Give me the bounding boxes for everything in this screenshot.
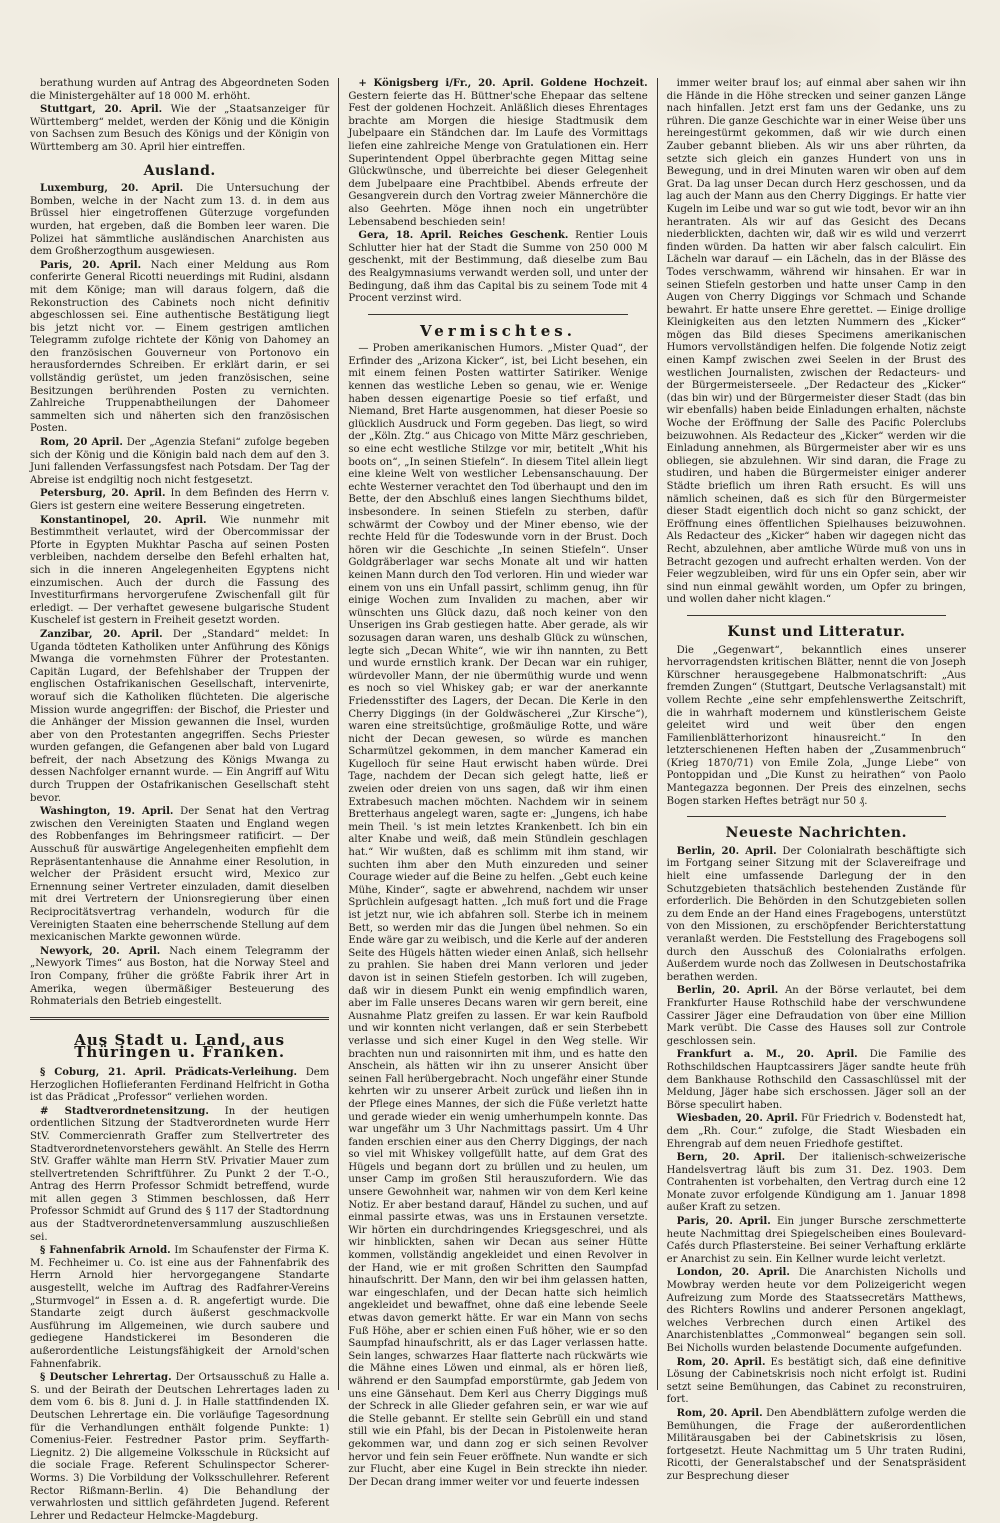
paragraph: Paris, 20. April. Nach einer Meldung aus Rom conferirte General Ricotti neuerdings mit Rudini, alsdann mit dem Könige; man will daraus folgern, daß die Rekonstruction des Cabinets noch nicht definitiv abgeschlossen sei. Eine authentische Bestätigung liegt bis jetzt nicht vor. — Einem gestrigen amtlichen Telegramm zufolge richtete der König von Dahomey an den französischen Gouverneur von Portonovo ein herausforderndes Schreiben. Er erklärt darin, er sei vollständig gerüstet, um jeden französischen, seine Besitzungen berührenden Posten zu vernichten. Zahlreiche Truppenabtheilungen der Dahomeer sammelten sich und näherten sich den französischen Posten. — [30, 259, 330, 435]
section-title-vermischtes: Vermischtes. — [420, 321, 576, 340]
section-title-neueste: Neueste Nachrichten. — [725, 825, 907, 842]
dateline: Newyork, 20. April. — [40, 945, 161, 957]
paragraph: Paris, 20. April. Ein junger Bursche zerschmetterte heute Nachmittag drei Spiegelscheiben eines Boulevard-Cafés durch Pflastersteine. Bei seiner Verhaftung erklärte er Anarchist zu sein. Ein Kellner wurde leicht verletzt. — [666, 1216, 966, 1265]
paragraph: Frankfurt a. M., 20. April. Die Familie des Rothschildschen Hauptcassirers Jäger sandte heute früh dem Bankhause Rothschild den Cassaschlüssel mit der Meldung, Jäger habe sich erschossen. Jäger soll an der Börse speculirt haben. — [666, 1049, 966, 1111]
dateline: Berlin, 20. April. — [676, 845, 777, 857]
dateline: London, 20. April. — [676, 1267, 790, 1279]
dateline: Rom, 20. April. — [676, 1407, 763, 1419]
paragraph: Zanzibar, 20. April. Der „Standard“ meldet: In Uganda tödteten Katholiken unter Anführung des Königs Mwanga die vornehmsten Führer der Protestanten. Capitän Lugard, der Befehlshaber der Truppen der englischen Ostafrikanischen Gesellschaft, intervenirte, worauf sich die Katholiken flüchteten. Die algerische Mission wurde angegriffen: der Bischof, die Priester und die Anhänger der Mission gewannen die Insel, wurden aber von den Protestanten angegriffen. Sechs Priester wurden gefangen, die Gefangenen aber bald von Lugard befreit, der nach Absetzung des Königs Mwanga zu dessen Nachfolger ernannt wurde. — Ein Angriff auf Witu durch Truppen der Ostafrikanischen Gesellschaft steht bevor. — [30, 628, 330, 804]
paragraph: immer weiter brauf los; auf einmal aber sahen wir ihn die Hände in die Höhe strecken und seiner ganzen Länge nach hinfallen. Jetzt erst fam uns der Gedanke, uns zu rühren. Die ganze Geschichte war in einer Weise über uns hereingestürmt gekommen, daß wir wie durch einen Zauber gebannt blieben. Als wir uns aber rührten, da setzte sich gleich ein ganzes Hundert von uns in Bewegung, und in drei Minuten waren wir oben auf dem Grat. Da lag unser Decan durch Herz geschossen, und da lag auch der Mann aus den Cherry Diggings. Er hatte vier Kugeln im Leibe und war so gut wie todt, bevor wir an ihn herantraten. Als wir auf das Gesicht des Decans niederblickten, dachten wir, daß wir es wild und verzerrt finden würden. Da hatten wir aber falsch calculirt. Ein Lächeln war darauf — ein Lächeln, das in der Blässe des Todes verschwamm, während wir hinsahen. Er war in seinen Stiefeln gestorben und hatte unser Camp in den Augen von Cherry Diggings vor Schmach und Schande bewahrt. Er hatte unsere Ehre gerettet. — Einige drollige Kleinigkeiten aus den letzten Nummern des „Kicker“ mögen das Bild dieses Specimens amerikanischen Humors vervollständigen helfen. Die folgende Notiz zeigt einen Kampf zwischen zwei Seelen in der Brust des westlichen Journalisten, zwischen der Redacteurs- und der Bürgermeisterseele. „Der Redacteur des „Kicker“ (das bin wir) und der Bürgermeister dieser Stadt (das bin wir ebenfalls) haben beide Einladungen erhalten, nächste Woche der Eröffnung der Salle des Pacific Polerclubs beizuwohnen. Als Redacteur des „Kicker“ werden wir die Einladung annehmen, als Bürgermeister aber wir es uns obliegen, sie abzulehnen. Wir sind daran, die Frage zu studiren, und haben die Bürgermeister einiger anderer Städte brieflich um ihren Rath ersucht. Es will uns nämlich scheinen, daß es sich für den Bürgermeister dieser Stadt eigentlich doch nicht so ganz schickt, der Eröffnung eines öffentlichen Spielhauses beizuwohnen. Als Redacteur des „Kicker“ haben wir dagegen nicht das Recht, abzulehnen, aber amtliche Würde muß von uns in Betracht gezogen und aufrecht erhalten werden. Von der Feier wegzubleiben, wird für uns ein Opfer sein, aber wir sind nun einmal gewählt worden, um Opfer zu bringen, und wollen daher nicht klagen.“ — [666, 78, 966, 606]
paragraph: Berlin, 20. April. An der Börse verlautet, bei dem Frankfurter Hause Rothschild habe der verschwundene Cassirer Jäger eine Defraudation von über eine Million Mark verübt. Die Casse des Hauses soll zur Controle geschlossen sein. — [666, 985, 966, 1047]
dateline: Wiesbaden, 20. April. — [676, 1113, 798, 1125]
paragraph: Rom, 20. April. Es bestätigt sich, daß eine definitive Lösung der Cabinetskrisis noch nicht erfolgt ist. Rudini setzt seine Bemühungen, das Cabinet zu reconstruiren, fort. — [666, 1356, 967, 1406]
dateline: § Deutscher Lehrertag. — [40, 1372, 172, 1384]
section-title-stadt-land: Aus Stadt u. Land, aus Thüringen u. Franken. — [74, 1030, 286, 1062]
paragraph: Wiesbaden, 20. April. Für Friedrich v. Bodenstedt hat, dem „Rh. Cour.“ zufolge, die Stadt Wiesbaden ein Ehrengrab auf dem neuen Friedhofe gestiftet. — [666, 1113, 966, 1150]
paragraph: Gera, 18. April. Reiches Geschenk. Rentier Louis Schlutter hier hat der Stadt die Summe von 250 000 M geschenkt, mit der Bestimmung, daß dieselbe zum Bau des Realgymnasiums verwandt werden soll, und unter der Bedingung, daß ihm das Capital bis zu seinem Tode mit 4 Procent verzinst wird. — [348, 230, 648, 305]
paragraph: + Königsberg i/Fr., 20. April. Goldene Hochzeit. Gestern feierte das H. Büttner'sche Ehepaar das seltene Fest der goldenen Hochzeit. Anläßlich dieses Ehrentages brachte am Morgen die hiesige Stadtmusik dem Jubelpaare ein Ständchen dar. Im Laufe des Vormittags liefen eine zahlreiche Menge von Gratulationen ein. Herr Superintendent Oppel überbrachte gegen Mittag seine Glückwünsche, und überreichte bei dieser Gelegenheit dem Jubelpaare eine Prachtbibel. Abends erfreute der Gesangverein durch den Vortrag zweier Männerchöre die also Geehrten. Möge ihnen noch ein ungetrübter Lebensabend beschieden sein! — [348, 78, 648, 228]
dateline: Petersburg, 20. April. — [40, 488, 166, 500]
paragraph: Stuttgart, 20. April. Wie der „Staatsanzeiger für Württemberg“ meldet, werden der König und die Königin von Sachsen zum Besuch des Königs und der Königin von Württemberg am 30. April hier eintreffen. — [30, 104, 330, 153]
section-divider — [687, 615, 946, 616]
paragraph: Die „Gegenwart“, bekanntlich eines unserer hervorragendsten kritischen Blätter, nennt die von Joseph Kürschner herausgegebene Halbmonatschrift: „Aus fremden Zungen“ (Stuttgart, Deutsche Verlagsanstalt) mit vollem Rechte „eine sehr empfehlenswerthe Zeitschrift, die in wahrhaft modernem und künstlerischem Geiste geleitet wird und weit über den engen Familienblätterhorizont hinausreicht.“ In den letzterschienenen Heften haben der „Zusammenbruch“ (Krieg 1870/71) von Emile Zola, „Junge Liebe“ von Pontoppidan und „Die Kunst zu heirathen“ von Paolo Mantegazza begonnen. Der Preis des einzelnen, sechs Bogen starken Heftes beträgt nur 50 ₰. — [666, 644, 966, 807]
columns — [24, 78, 972, 1522]
column-rule — [657, 78, 658, 1390]
dateline: § Coburg, 21. April. Prädicats-Verleihung. — [40, 1066, 298, 1078]
section-title-ausland: Ausland. — [143, 162, 216, 179]
dateline: Konstantinopel, 20. April. — [40, 514, 207, 526]
dateline: Gera, 18. April. Reiches Geschenk. — [358, 230, 569, 242]
paragraph: Rom, 20 April. Der „Agenzia Stefani“ zufolge begeben sich der König und die Königin bald nach dem auf den 3. Juni fallenden Verfassungsfest nach Potsdam. Der Tag der Abreise ist endgiltig noch nicht festgesetzt. — [30, 437, 330, 486]
paragraph: berathung wurden auf Antrag des Abgeordneten Soden die Ministergehälter auf 18 000 M. erhöht. — [30, 78, 330, 102]
section-divider — [368, 314, 627, 315]
dateline: Paris, 20. April. — [676, 1216, 771, 1228]
paragraph: § Deutscher Lehrertag. Der Ortsausschuß zu Halle a. S. und der Beirath der Deutschen Lehrertages laden zu dem vom 6. bis 8. Juni d. J. in Halle stattfindenden IX. Deutschen Lehrertage ein. Die vorläufige Tagesordnung für die Verhandlungen enthält folgende Punkte: 1) Comenius-Feier. Festredner Pastor prim. Seyffarth-Liegnitz. 2) Die allgemeine Volksschule in Rücksicht auf die sociale Frage. Referent Schulinspector Scherer-Worms. 3) Die Vorbildung der Volksschullehrer. Referent Rector Rißmann-Berlin. 4) Die Behandlung der verwahrlosten und sittlich gefährdeten Jugend. Referent Lehrer und Redacteur Helmcke-Magdeburg. — [30, 1372, 330, 1522]
column-3 — [661, 78, 972, 1482]
dateline: § Fahnenfabrik Arnold. — [40, 1245, 171, 1257]
section-divider — [687, 816, 946, 817]
dateline: Frankfurt a. M., 20. April. — [676, 1049, 858, 1061]
paragraph: Petersburg, 20. April. In dem Befinden des Herrn v. Giers ist gestern eine weitere Besserung eingetreten. — [30, 488, 330, 512]
paragraph: Luxemburg, 20. April. Die Untersuchung der Bomben, welche in der Nacht zum 13. d. in dem aus Brüssel hier eingetroffenen Güterzuge vorgefunden wurden, hat ergeben, daß die Bomben leer waren. Die Polizei hat sämmtliche ausländischen Anarchisten aus dem Großherzogthum ausgewiesen. — [30, 183, 330, 258]
dateline: Rom, 20 April. — [40, 437, 123, 449]
paragraph: § Coburg, 21. April. Prädicats-Verleihung. Dem Herzoglichen Hoflieferanten Ferdinand Helfricht in Gotha ist das Prädicat „Professor“ verliehen worden. — [30, 1066, 330, 1104]
column-1 — [24, 78, 335, 1522]
column-2 — [342, 78, 653, 1488]
column-rule — [338, 78, 339, 1390]
paragraph: Konstantinopel, 20. April. Wie nunmehr mit Bestimmtheit verlautet, wird der Obercommissar der Pforte in Egypten Mukhtar Pascha auf seinen Posten verbleiben, nachdem derselbe den Befehl erhalten hat, sich in die inneren Angelegenheiten Egyptens nicht einzumischen. Auch der durch die Fassung des Investiturfirmans hervorgerufene Zwischenfall gilt für erledigt. — Der verhaftet gewesene bulgarische Student Kuschelef ist gestern in Freiheit gesetzt worden. — [30, 514, 330, 627]
paragraph: Berlin, 20. April. Der Colonialrath beschäftigte sich im Fortgang seiner Sitzung mit der Sclavereifrage und hielt eine umfassende Darlegung der in den Schutzgebieten thatsächlich bestehenden Zustände für erforderlich. Die Behörden in den Schutzgebieten sollen zu dem Ende an der Hand eines Fragebogens, unterstützt von den Missionen, zu erschöpfender Berichterstattung veranlaßt werden. Die Feststellung des Fragebogens soll durch den Ausschuß des Colonialraths erfolgen. Außerdem wurde noch das Zollwesen in Deutschostafrika berathen werden. — [666, 845, 966, 983]
paragraph: Rom, 20. April. Den Abendblättern zufolge werden die Bemühungen, die Frage der außerordentlichen Militärausgaben bei der Cabinetskrisis zu lösen, fortgesetzt. Heute Nachmittag um 5 Uhr traten Rudini, Ricotti, der Generalstabschef und der Senatspräsident zur Besprechung dieser — [666, 1407, 966, 1482]
dateline: Rom, 20. April. — [676, 1356, 766, 1368]
dateline: Zanzibar, 20. April. — [40, 628, 163, 640]
dateline: Luxemburg, 20. April. — [40, 183, 184, 195]
dateline: Bern, 20. April. — [676, 1152, 786, 1164]
paragraph: — Proben amerikanischen Humors. „Mister Quad“, der Erfinder des „Arizona Kicker“, ist, bei Licht besehen, ein mit einem feinen Posten wattirter Satiriker. Wenige kennen das westliche Leben so genau, wie er. Wenige haben dessen eigenartige Poesie so tief erfaßt, und Niemand, Bret Harte ausgenommen, hat dieser Poesie so glücklich Ausdruck und Form gegeben. Das liegt, so wird der „Köln. Ztg.“ aus Chicago von Mitte März geschrieben, so eine echt westliche Stilzge vor mir, betitelt „Whit his boots on“, „In seinen Stiefeln“. In diesem Titel allein liegt eine kleine Welt von westlicher Lebensanschauung. Der echte Westerner verachtet den Tod überhaupt und den im Bette, der den Abschluß eines langen Siechthums bildet, insbesondere. In seinen Stiefeln zu sterben, dafür schwärmt der Cowboy und der Miner ebenso, wie der rechte Held für die Todeswunde vorn in der Brust. Doch hören wir die Geschichte „In seinen Stiefeln“. Unser Goldgräberlager war sechs Monate alt und wir hatten keinen Mann durch den Tod verloren. Hin und wieder war einem von uns ein Unfall passirt, schlimm genug, ihn für einige Wochen zum Invaliden zu machen, aber wir wünschten uns Glück dazu, daß noch keiner von den Unserigen ins Grab gestiegen hatte. Aber gerade, als wir sozusagen daran waren, uns deshalb Glück zu wünschen, legte sich „Decan White“, wie wir ihn nannten, zu Bett und wurde ernstlich krank. Der Decan war ein ruhiger, würdevoller Mann, der nie übermüthig wurde und wenn es noch so viel Whiskey gab; er war der anerkannte Friedensstifter des Lagers, der Decan. Die Kerle in den Cherry Diggings (in der Goldwäscherei „Zur Kirsche“), waren eine streitsüchtige, großmäulige Rotte, und wäre nicht der Decan gewesen, so würde es manchen Scharmützel gekommen, in dem mancher Kamerad ein Kugelloch für seine Haut erwischt haben würde. Drei Tage, nachdem der Decan sich gelegt hatte, ließ er zweien oder dreien von uns sagen, daß wir ihm einen Extrabesuch machen möchten. Nachdem wir in seinem Bretterhaus angelegt waren, sagte er: „Jungens, ich habe mein Theil. 's ist mein letztes Krankenbett. Ich bin ein alter Knabe und weiß, daß mein Stündlein geschlagen hat.“ Wir wußten, daß es schlimm mit ihm stand, wir suchten ihm aber den Muth einzureden und seiner Courage wieder auf die Beine zu helfen. „Gebt euch keine Mühe, Kinder“, sagte er abwehrend, nachdem wir unser Sprüchlein aufgesagt hatten. „Ich muß fort und die Frage ist jetzt nur, wie ich abfahren soll. Sterbe ich in meinem Bett, so werden mir das die Jungen übel nehmen. So ein Ende wäre gar zu weibisch, und die Kerle auf der anderen Seite des Hügels hätten wieder einen Anlaß, sich hellsehr zu prahlen. Sie haben drei Mann verloren und jeder davon ist in seinen Stiefeln gestorben. Ich will zugeben, daß wir in diesem Punkt ein wenig empfindlich waren, aber im Falle unseres Decans waren wir gern bereit, eine Ausnahme Platz greifen zu lassen. Er war kein Raufbold und wir konnten nicht verlangen, daß er sein Sterbebett verlasse und sich einer Kugel in den Weg stelle. Wir brachten nun und raisonnirten mit ihm, und es hatte den Anschein, als hätten wir ihn zu unserer Ansicht über seinen Fall herübergebracht. Noch ungefähr einer Stunde kehrten wir zu unserer Arbeit zurück und ließen ihn in der Pflege eines Mannes, der sich die Füße verletzt hatte und gerade wieder ein wenig umherhumpeln konnte. Das war ungefähr um 3 Uhr Nachmittags passirt. Um 4 Uhr fanden erschien einer aus den Cherry Diggings, der nach so viel mit Whiskey vollgefüllt hatte, auf dem Grat des Hügels und begann dort zu brüllen und zu heulen, um unser Camp im großen Stil herauszufordern. Wie das unsere Gewohnheit war, nahmen wir von dem Kerl keine Notiz. Er aber bestand darauf, Händel zu suchen, und auf einmal passirte etwas, was uns in Erstaunen versetzte. Wir hörten ein durchdringendes Kriegsgeschrei, und als wir hinblickten, sahen wir Decan aus seiner Hütte kommen, vollständig angekleidet und einen Revolver in der Hand, wie er mit großen Schritten den Saumpfad hinaufschritt. Der Mann, den wir bei ihm gelassen hatten, war eingeschlafen, und der Decan hatte sich heimlich angekleidet und bewaffnet, ohne daß eine lebende Seele etwas davon gemerkt hätte. Er war ein Mann von sechs Fuß Höhe, aber er schien einen Fuß höher, wie er so den Saumpfad hinaufschritt, als er das Lager verlassen hatte. Sein langes, schwarzes Haar flatterte nach rückwärts wie die Mähne eines Löwen und einmal, als er hören ließ, während er den Saumpfad emporstürmte, gab Jedem von uns eine Gänsehaut. Dem Kerl aus Cherry Diggings muß der Schreck in alle Glieder gefahren sein, er war wie auf die Stelle gebannt. Er stellte sein Gebrüll ein und stand still wie ein Pfahl, bis der Decan in Pistolenweite heran gekommen war, und dann zog er sich seinen Revolver hervor und fein sein Feuer eröffnete. Nun wandte er sich zur Flucht, aber eine Kugel in Bein streckte ihn nieder. Der Decan drang immer weiter vor und feuerte indessen — [348, 343, 648, 1488]
dateline: Paris, 20. April. — [40, 259, 142, 271]
paragraph: Washington, 19. April. Der Senat hat den Vertrag zwischen den Vereinigten Staaten und England wegen des Robbenfanges im Behringsmeer ratificirt. — Der Ausschuß für auswärtige Angelegenheiten empfiehlt dem Repräsentantenhause die Annahme einer Resolution, in welcher der Präsident ersucht wird, Mexico zur Ernennung seiner Vertreter einzuladen, damit dieselben mit drei Vertretern der Unionsregierung über einen Reciprocitätsvertrag verhandeln, wodurch für die Vereinigten Staaten eine beherrschende Stellung auf dem mexicanischen Markte gewonnen würde. — [30, 806, 330, 944]
dateline: Berlin, 20. April. — [676, 985, 779, 997]
paragraph: § Fahnenfabrik Arnold. Im Schaufenster der Firma K. M. Fechheimer u. Co. ist eine aus der Fahnenfabrik des Herrn Arnold hier hervorgegangene Standarte ausgestellt, welche im Auftrag des Radfahrer-Vereins „Sturmvogel“ in Essen a. d. R. angefertigt wurde. Die Standarte zeigt durch äußerst geschmackvolle Ausführung im Allgemeinen, wie durch saubere und gediegene Handstickerei im Besonderen die außerordentliche Leistungsfähigkeit der Arnold'schen Fahnenfabrik. — [30, 1245, 330, 1370]
paragraph: London, 20. April. Die Anarchisten Nicholls und Mowbray werden heute vor dem Polizeigericht wegen Aufreizung zum Morde des Staatssecretärs Matthews, des Richters Rowlins und anderer Personen angeklagt, welches Verbrechen durch einen Artikel des Anarchistenblattes „Commonweal“ begangen sein soll. Bei Nicholls wurden belastende Documente aufgefunden. — [666, 1267, 966, 1354]
paragraph: # Stadtverordnetensitzung. In der heutigen ordentlichen Sitzung der Stadtverordneten wurde Herr StV. Commercienrath Graffer zum Stellvertreter des Stadtverordnetenvorstehers gewählt. An Stelle des Herrn StV. Graffer wählte man Herrn StV. Privatier Mauer zum stellvertretenden Schriftführer. Zu Punkt 2 der T.-O., Antrag des Herrn Professor Schmidt betreffend, wurde mit allen gegen 3 Stimmen beschlossen, daß Herr Professor Schmidt auf Grund des § 117 der Stadtordnung aus der Stadtverordnetenversammlung auszuschließen sei. — [30, 1105, 330, 1243]
paragraph: Bern, 20. April. Der italienisch-schweizerische Handelsvertrag läuft bis zum 31. Dez. 1903. Dem Contrahenten ist vorbehalten, den Vertrag durch eine 12 Monate zuvor erfolgende Kündigung am 1. Januar 1898 außer Kraft zu setzen. — [666, 1152, 966, 1214]
dateline: Washington, 19. April. — [40, 806, 174, 818]
paragraph: Newyork, 20. April. Nach einem Telegramm der „Newyork Times“ aus Boston, hat die Norway Steel and Iron Company, früher die größte Fabrik ihrer Art in Amerika, wegen übermäßiger Besteuerung des Rohmaterials den Betrieb eingestellt. — [30, 945, 330, 1008]
dateline: Stuttgart, 20. April. — [40, 104, 163, 116]
dateline: # Stadtverordnetensitzung. — [40, 1105, 209, 1117]
dateline: + Königsberg i/Fr., 20. April. Goldene Hochzeit. — [358, 78, 648, 89]
section-divider — [30, 1017, 329, 1020]
paper-stain — [640, 0, 880, 70]
section-title-kunst: Kunst und Litteratur. — [727, 623, 906, 640]
